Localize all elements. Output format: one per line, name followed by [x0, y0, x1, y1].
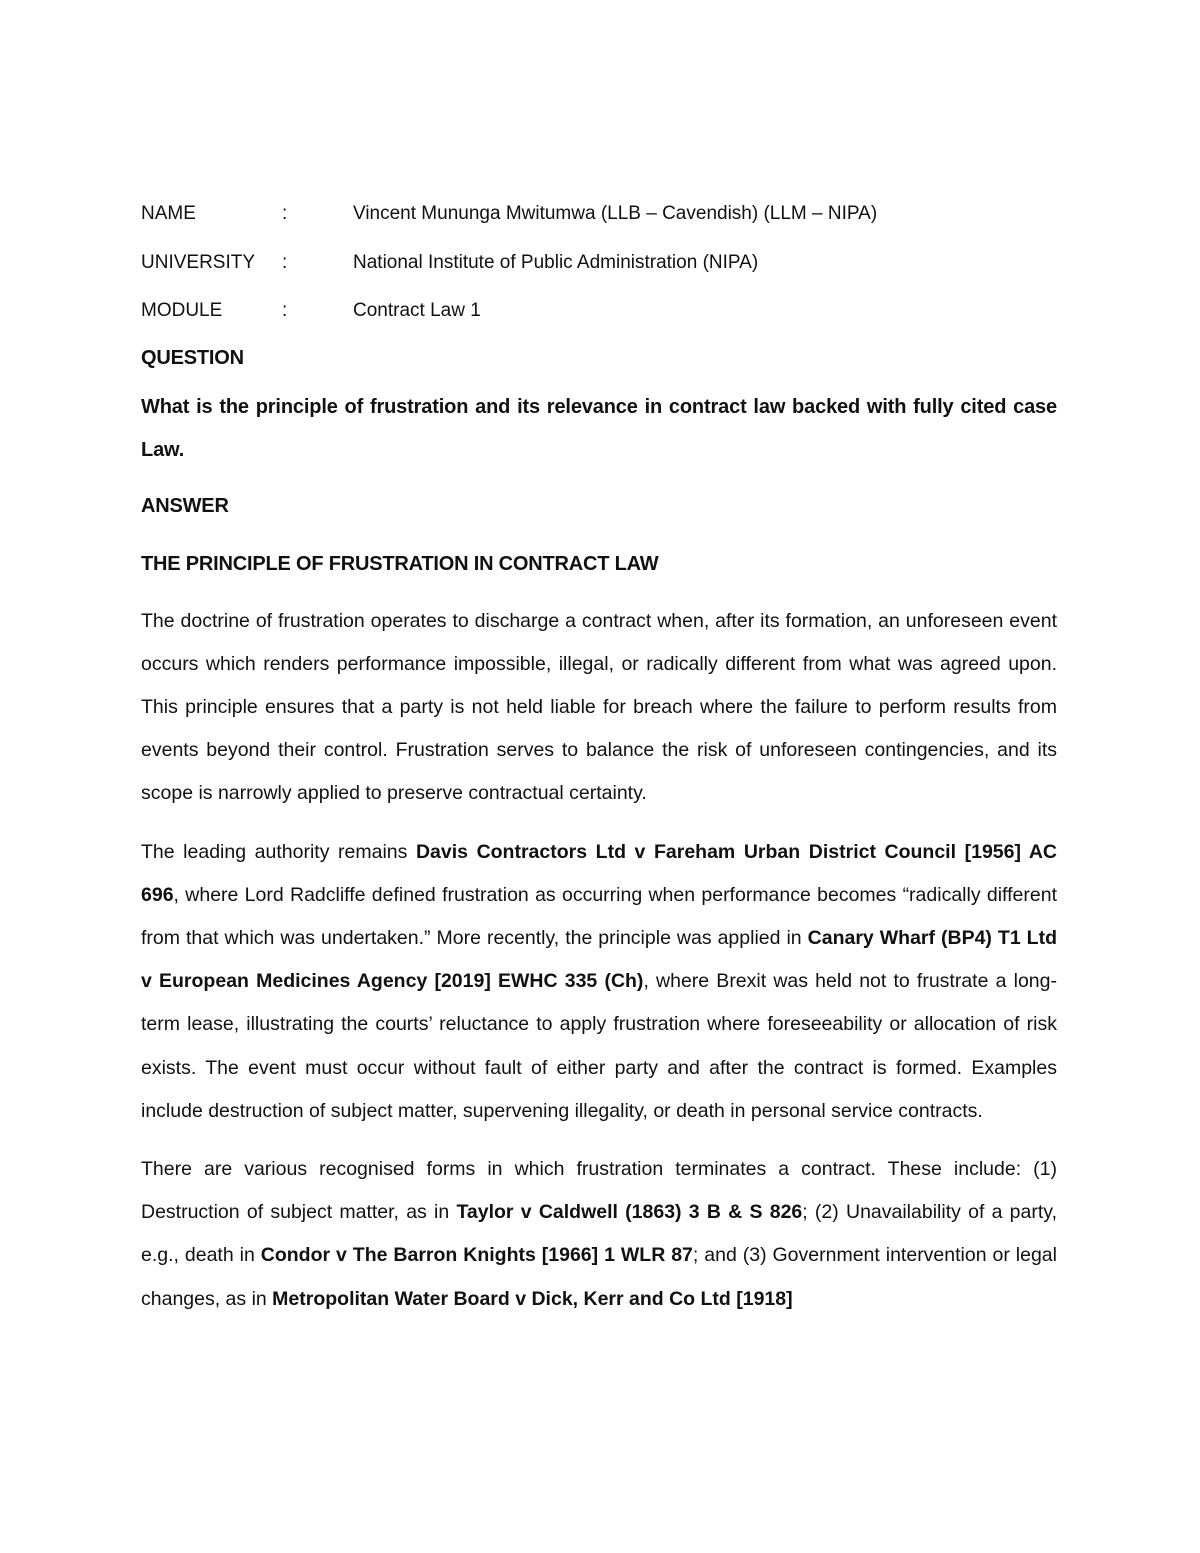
module-label: MODULE — [141, 300, 223, 322]
case-citation-davis: Davis Contractors Ltd v Fareham Urban District Council [1956] AC 696 — [141, 840, 1057, 906]
paragraph-3-text-3: ; and (3) Government intervention or legal changes, as in — [141, 1244, 1057, 1310]
paragraph-2 — [141, 831, 1057, 1133]
case-citation-metropolitan: Metropolitan Water Board v Dick, Kerr and Co Ltd [1918] — [272, 1287, 793, 1310]
university-colon: : — [282, 251, 288, 273]
university-value: National Institute of Public Administration (NIPA) — [353, 251, 759, 273]
module-colon: : — [282, 300, 288, 322]
section-heading: THE PRINCIPLE OF FRUSTRATION IN CONTRACT LAW — [141, 552, 659, 575]
question-heading: QUESTION — [141, 346, 244, 369]
case-citation-taylor: Taylor v Caldwell (1863) 3 B & S 826 — [456, 1201, 803, 1224]
paragraph-3-text-1: There are various recognised forms in which frustration terminates a contract. These include: (1) Destruction of subject matter, as in — [141, 1157, 1057, 1224]
case-citation-condor: Condor v The Barron Knights [1966] 1 WLR 87 — [260, 1244, 693, 1267]
case-citation-canary-wharf: Canary Wharf (BP4) T1 Ltd v European Medicines Agency [2019] EWHC 335 (Ch) — [141, 926, 1057, 993]
module-row — [141, 287, 1057, 336]
paragraph-2-text-2: , where Lord Radcliffe defined frustration as occurring when performance becomes “radically different from that which was undertaken.” More recently, the principle was applied in — [141, 883, 1057, 949]
module-value: Contract Law 1 — [353, 300, 481, 322]
university-row — [141, 239, 1057, 288]
answer-heading: ANSWER — [141, 494, 229, 517]
name-label: NAME — [141, 203, 196, 225]
paragraph-3 — [141, 1148, 1057, 1321]
paragraph-2-text-3: , where Brexit was held not to frustrate a long-term lease, illustrating the courts’ reluctance to apply frustration where foreseeability or allocation of risk exists. The event must occur without fault of either party and after the contract is formed. Examples include destruction of subject matter, supervening illegality, or death in personal service contracts. — [141, 970, 1057, 1122]
paragraph-2-text-1: The leading authority remains — [141, 840, 416, 863]
question-text: What is the principle of frustration and its relevance in contract law backed with fully cited case Law. — [141, 395, 1057, 461]
name-row — [141, 190, 1057, 239]
name-value: Vincent Mununga Mwitumwa (LLB – Cavendish) (LLM – NIPA) — [353, 203, 878, 225]
paragraph-1: The doctrine of frustration operates to discharge a contract when, after its formation, an unforeseen event occurs which renders performance impossible, illegal, or radically different from what was agreed upon. This principle ensures that a party is not held liable for breach where the failure to perform results from events beyond their control. Frustration serves to balance the risk of unforeseen contingencies, and its scope is narrowly applied to preserve contractual certainty. — [141, 609, 1057, 805]
document-page — [141, 190, 1057, 1321]
paragraph-3-text-2: ; (2) Unavailability of a party, e.g., death in — [141, 1201, 1057, 1267]
university-label: UNIVERSITY — [141, 251, 256, 273]
name-colon: : — [282, 203, 288, 225]
